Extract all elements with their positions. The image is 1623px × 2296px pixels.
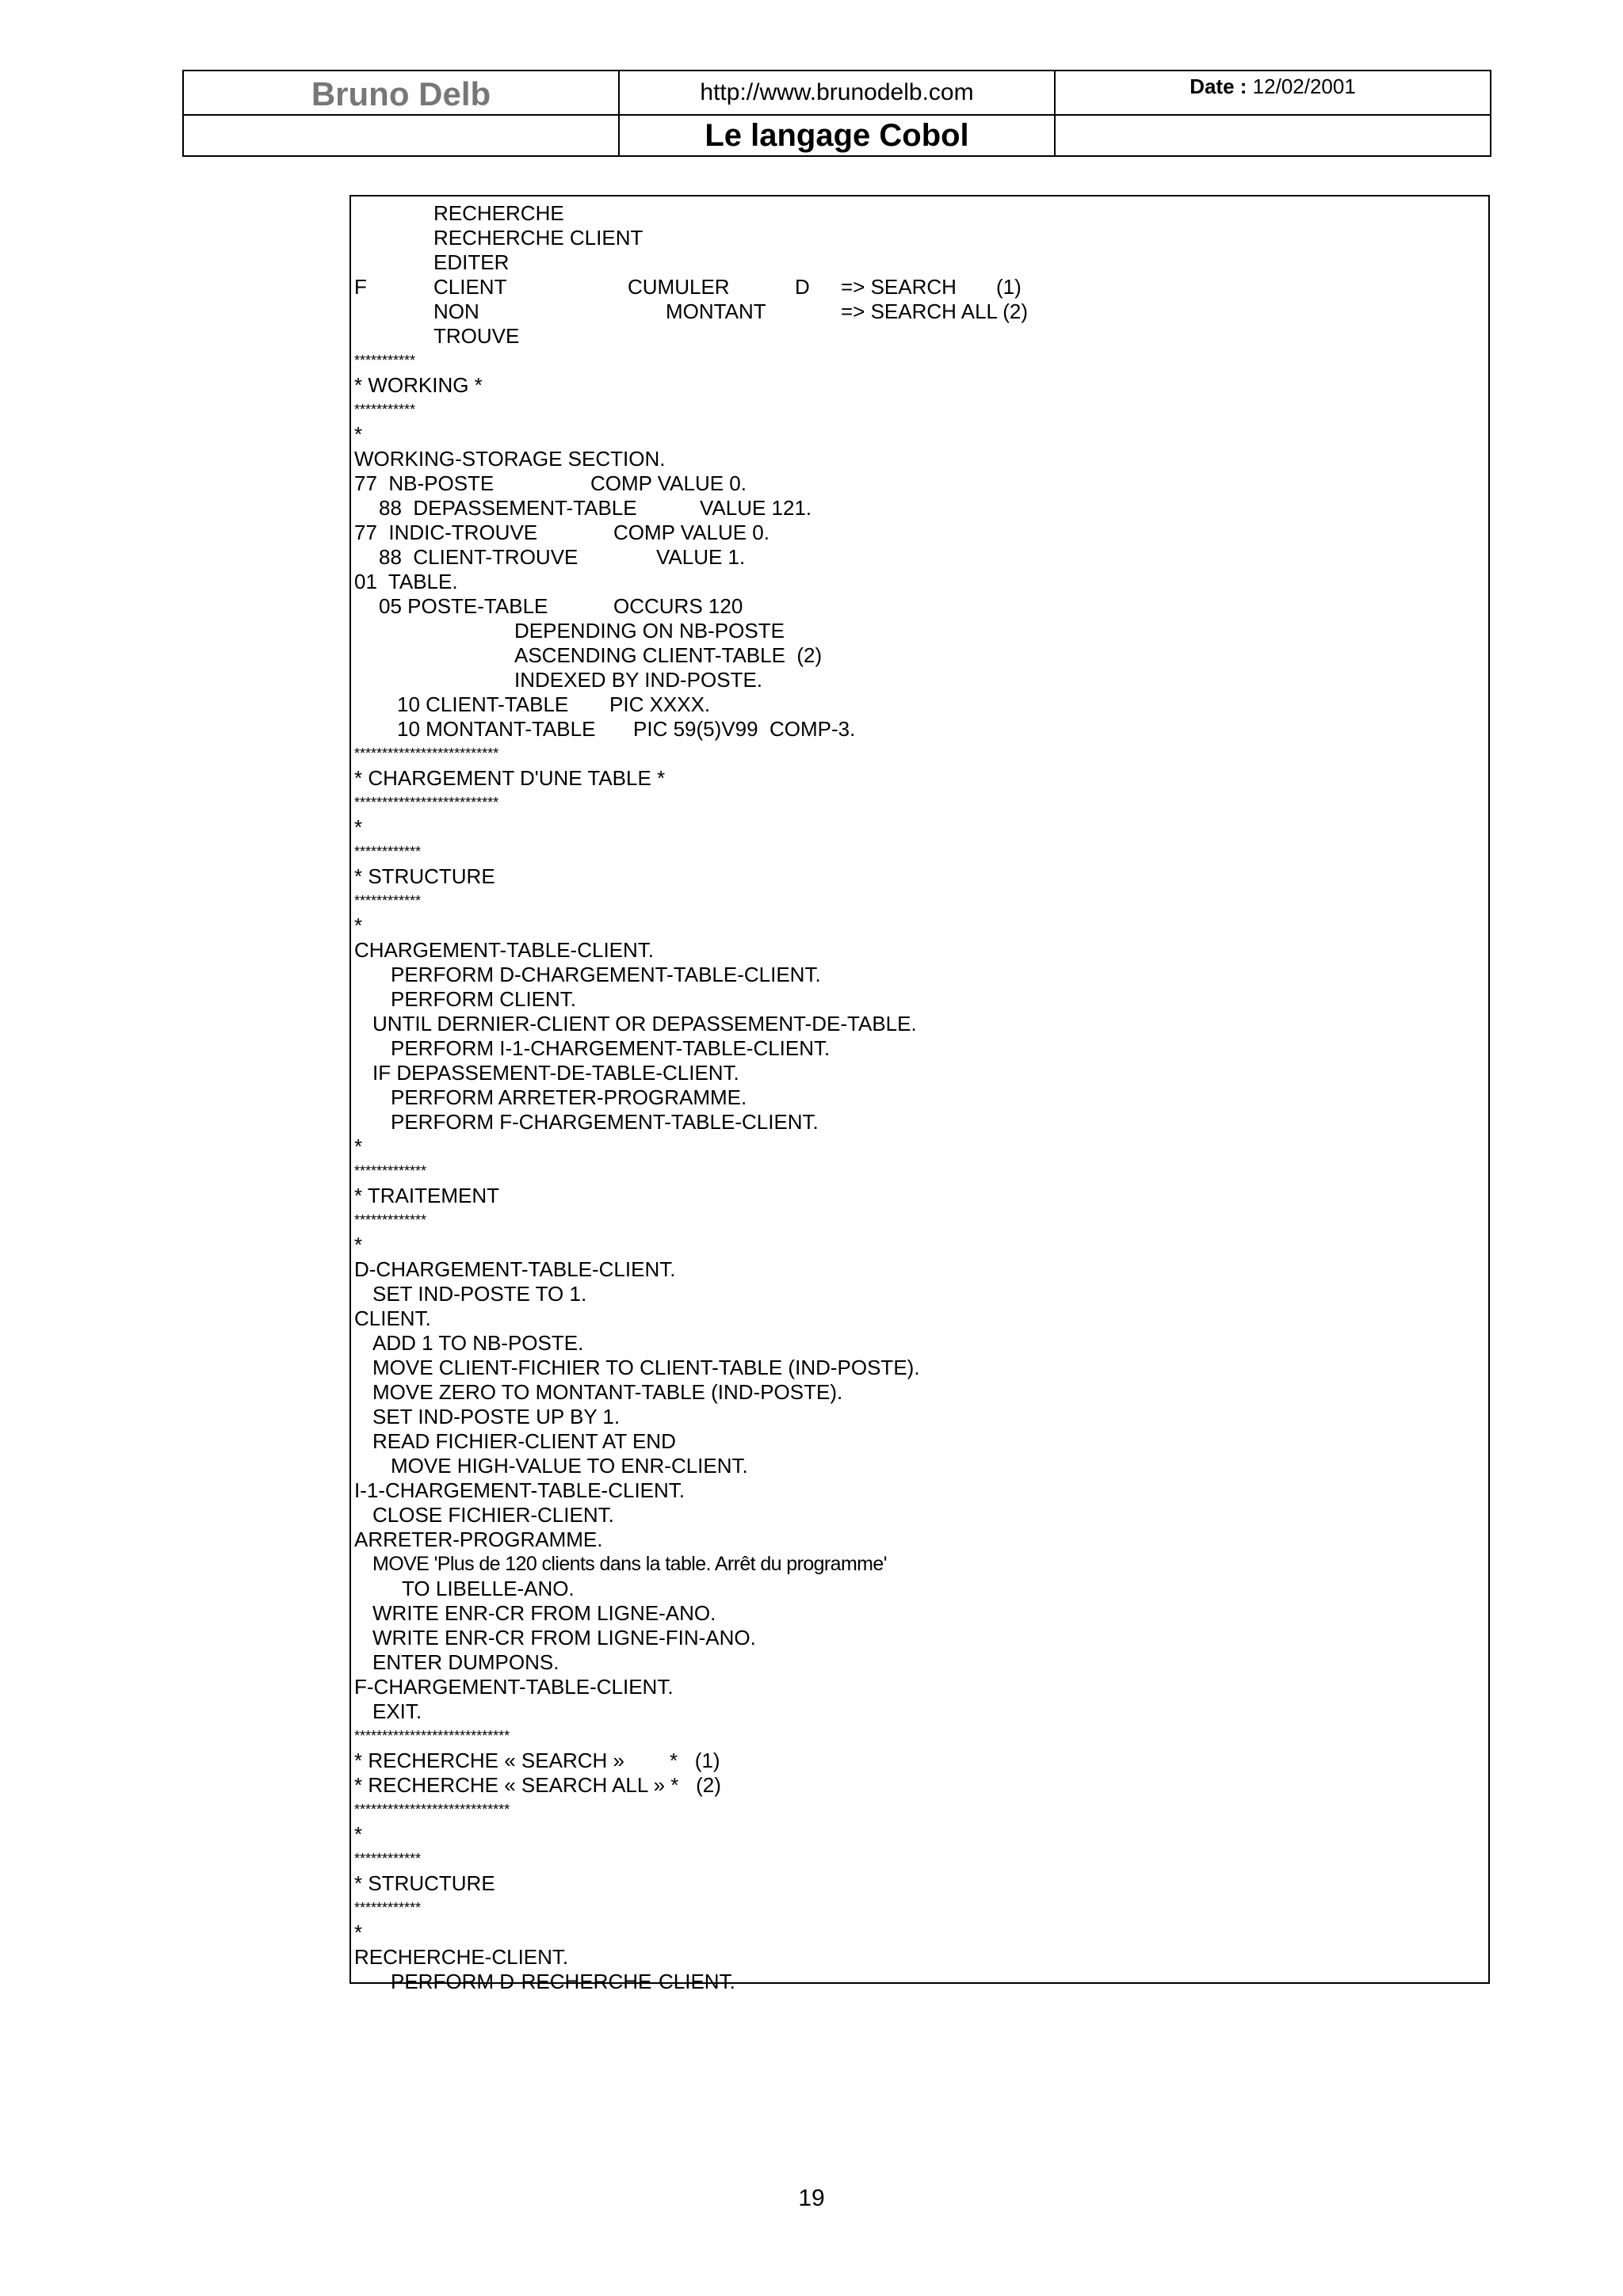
code-segment: TROUVE [433, 324, 520, 348]
website-url: http://www.brunodelb.com [619, 71, 1055, 115]
code-segment: F-CHARGEMENT-TABLE-CLIENT. [354, 1675, 674, 1699]
code-segment: ************ [354, 1851, 422, 1867]
code-listing [349, 195, 1490, 1993]
author-name: Bruno Delb [183, 71, 619, 115]
code-segment: * (1) [670, 1749, 720, 1772]
page-number: 19 [798, 2185, 825, 2211]
code-segment: NON [433, 299, 479, 323]
code-segment: PERFORM D-RECHERCHE-CLIENT. [391, 1970, 735, 1993]
code-segment: PERFORM I-1-CHARGEMENT-TABLE-CLIENT. [391, 1036, 831, 1060]
code-segment: EDITER [433, 250, 510, 274]
code-segment: OCCURS 120 [613, 594, 743, 618]
code-segment: * RECHERCHE « SEARCH » [354, 1749, 624, 1772]
code-segment: * STRUCTURE [354, 1871, 495, 1895]
code-segment: 01 TABLE. [354, 570, 458, 593]
code-segment: PERFORM CLIENT. [391, 987, 577, 1011]
code-segment: MONTANT [666, 299, 766, 323]
code-segment: PIC XXXX. [609, 692, 711, 716]
date-value: 12/02/2001 [1252, 74, 1356, 98]
code-segment: VALUE 121. [700, 496, 812, 520]
code-segment: WRITE ENR-CR FROM LIGNE-ANO. [372, 1601, 716, 1625]
code-segment: SET IND-POSTE TO 1. [372, 1282, 587, 1306]
code-segment: * CHARGEMENT D'UNE TABLE * [354, 766, 666, 790]
code-segment: * [354, 1233, 363, 1257]
code-segment: **************************** [354, 1802, 510, 1817]
code-segment: VALUE 1. [656, 545, 746, 569]
code-segment: * [354, 1822, 363, 1846]
code-segment: 05 POSTE-TABLE [379, 594, 548, 618]
code-segment: PIC 59(5)V99 COMP-3. [633, 717, 856, 741]
code-segment: (1) [996, 275, 1022, 299]
code-segment: D [795, 275, 810, 299]
code-segment: *********** [354, 402, 416, 418]
code-segment: RECHERCHE CLIENT [433, 226, 643, 250]
code-segment: WORKING-STORAGE SECTION. [354, 447, 666, 471]
code-segment: UNTIL DERNIER-CLIENT OR DEPASSEMENT-DE-TABLE. [372, 1012, 917, 1035]
code-segment: ************* [354, 1163, 427, 1179]
code-segment: * [354, 913, 363, 937]
code-segment: ADD 1 TO NB-POSTE. [372, 1331, 584, 1355]
code-segment: CLIENT [433, 275, 507, 299]
page-header [182, 70, 1491, 157]
code-segment: 77 INDIC-TROUVE [354, 521, 538, 544]
code-segment: COMP VALUE 0. [590, 471, 747, 495]
code-segment: ENTER DUMPONS. [372, 1650, 559, 1674]
code-segment: * STRUCTURE [354, 864, 495, 888]
code-segment: 10 MONTANT-TABLE [397, 717, 596, 741]
code-segment: PERFORM ARRETER-PROGRAMME. [391, 1085, 747, 1109]
code-segment: RECHERCHE [433, 201, 564, 225]
code-segment: 88 CLIENT-TROUVE [379, 545, 579, 569]
code-segment: * WORKING * [354, 373, 483, 397]
code-segment: MOVE 'Plus de 120 clients dans la table. Arrêt du programme' [372, 1553, 887, 1575]
code-segment: ************ [354, 893, 422, 909]
code-segment: CLOSE FICHIER-CLIENT. [372, 1503, 614, 1527]
code-segment: D-CHARGEMENT-TABLE-CLIENT. [354, 1257, 676, 1281]
code-segment: * [354, 1135, 363, 1158]
code-segment: * TRAITEMENT [354, 1184, 499, 1207]
header-empty-right [1055, 115, 1491, 156]
code-segment: MOVE ZERO TO MONTANT-TABLE (IND-POSTE). [372, 1380, 843, 1404]
code-segment: 77 NB-POSTE [354, 471, 495, 495]
document-title: Le langage Cobol [619, 115, 1055, 156]
code-segment: ************ [354, 1900, 422, 1916]
code-segment: READ FICHIER-CLIENT AT END [372, 1429, 676, 1453]
code-segment: WRITE ENR-CR FROM LIGNE-FIN-ANO. [372, 1626, 756, 1650]
code-segment: TO LIBELLE-ANO. [402, 1577, 575, 1600]
code-segment: EXIT. [372, 1699, 422, 1723]
code-segment: CUMULER [628, 275, 730, 299]
code-segment: * [354, 422, 363, 446]
code-segment: MOVE CLIENT-FICHIER TO CLIENT-TABLE (IND-POSTE). [372, 1356, 920, 1379]
code-segment: RECHERCHE-CLIENT. [354, 1945, 569, 1969]
code-segment: ************************** [354, 795, 499, 810]
code-segment: ************ [354, 844, 422, 860]
code-segment: PERFORM D-CHARGEMENT-TABLE-CLIENT. [391, 963, 821, 986]
code-segment: 88 DEPASSEMENT-TABLE [379, 496, 637, 520]
code-segment: ARRETER-PROGRAMME. [354, 1527, 603, 1551]
code-segment: PERFORM F-CHARGEMENT-TABLE-CLIENT. [391, 1110, 819, 1134]
code-segment: MOVE HIGH-VALUE TO ENR-CLIENT. [391, 1454, 748, 1478]
code-segment: CLIENT. [354, 1306, 431, 1330]
code-segment: *********** [354, 353, 416, 368]
code-segment: ************************** [354, 746, 499, 761]
header-empty-left [183, 115, 619, 156]
code-segment: ASCENDING CLIENT-TABLE (2) [514, 643, 823, 667]
code-segment: COMP VALUE 0. [613, 521, 769, 544]
code-segment: SET IND-POSTE UP BY 1. [372, 1405, 621, 1428]
code-segment: => SEARCH [841, 275, 957, 299]
date-cell [1055, 71, 1491, 115]
code-segment: * [354, 1920, 363, 1944]
code-segment: **************************** [354, 1728, 510, 1744]
code-segment: * [354, 815, 363, 839]
code-segment: CHARGEMENT-TABLE-CLIENT. [354, 938, 655, 962]
code-segment: * RECHERCHE « SEARCH ALL » * (2) [354, 1773, 721, 1797]
code-segment: 10 CLIENT-TABLE [397, 692, 569, 716]
code-segment: F [354, 275, 367, 299]
code-segment: ************* [354, 1212, 427, 1228]
code-segment: IF DEPASSEMENT-DE-TABLE-CLIENT. [372, 1061, 739, 1085]
code-segment: DEPENDING ON NB-POSTE [514, 619, 785, 643]
code-segment: => SEARCH ALL (2) [841, 299, 1029, 323]
code-segment: I-1-CHARGEMENT-TABLE-CLIENT. [354, 1478, 685, 1502]
date-label: Date : [1190, 74, 1247, 98]
code-segment: INDEXED BY IND-POSTE. [514, 668, 763, 692]
